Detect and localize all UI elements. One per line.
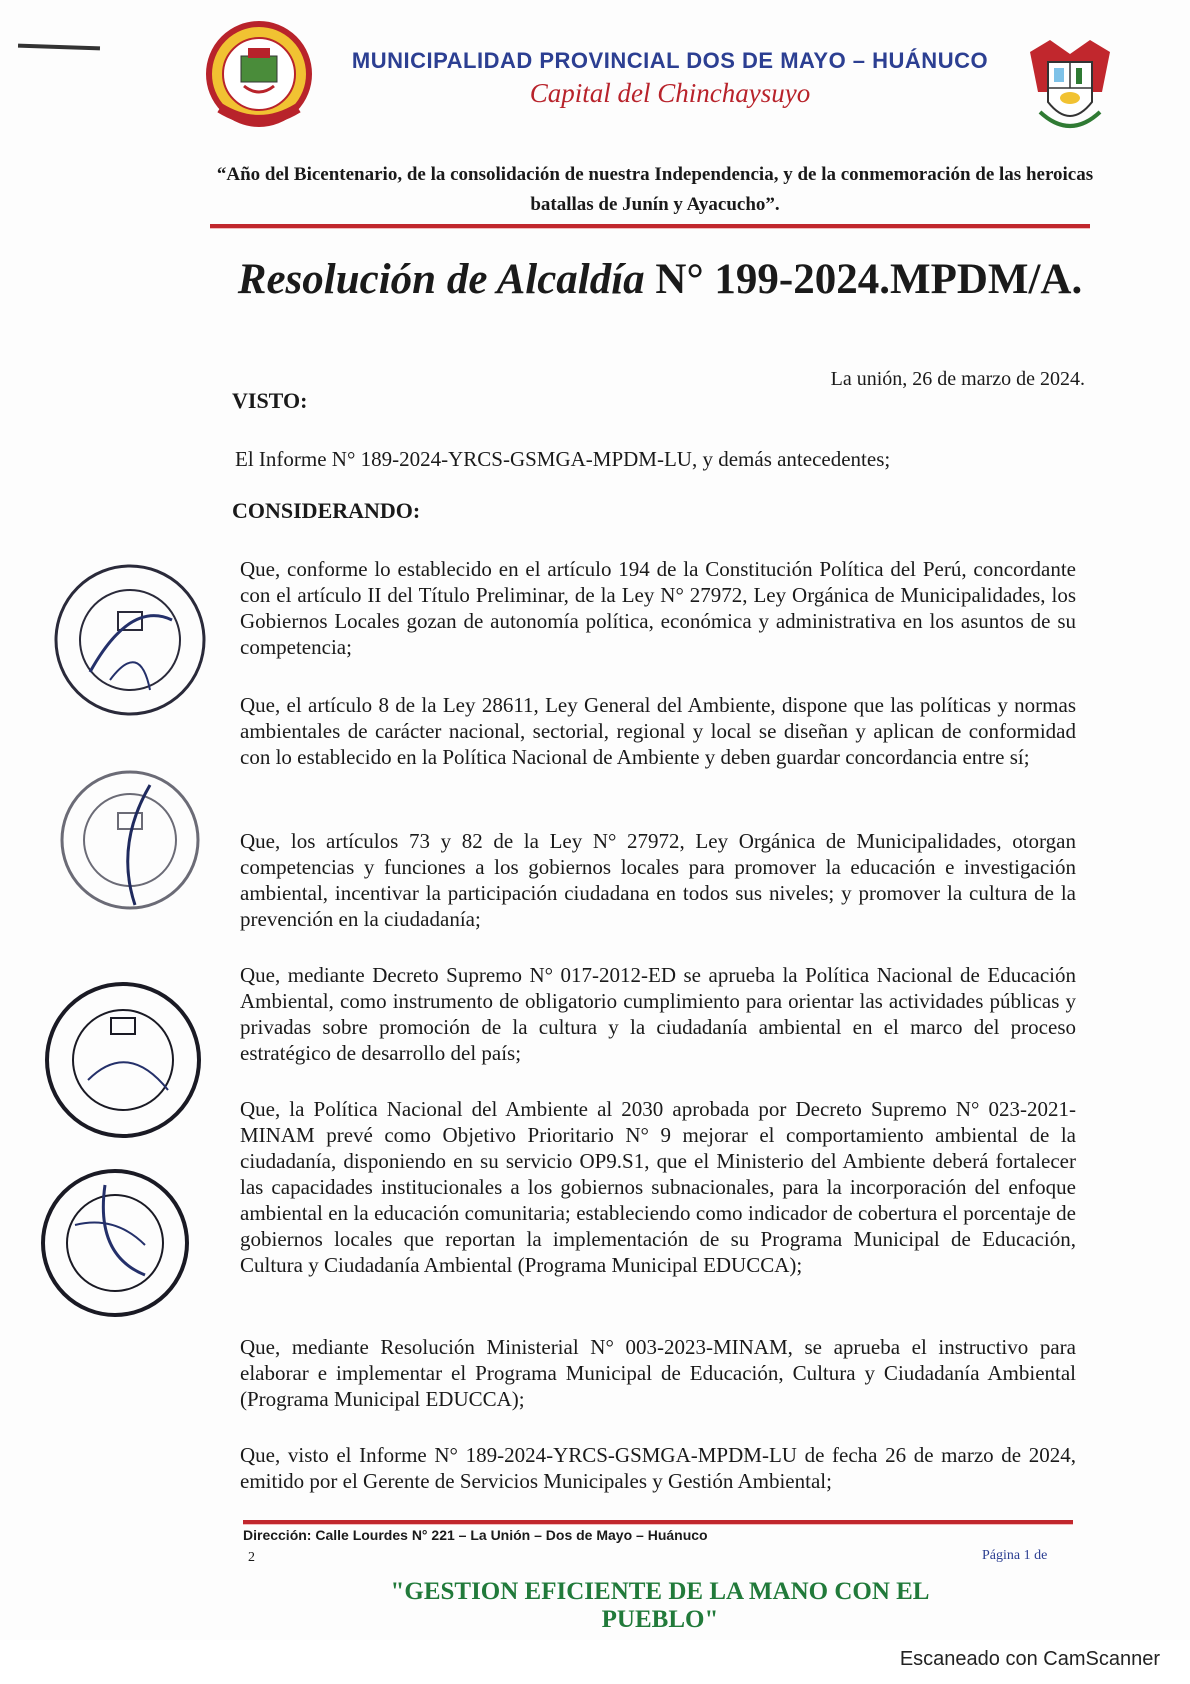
considerando-paragraph: Que, conforme lo establecido en el artículo 194 de la Constitución Política del Perú, concordante con el artículo II del Título Preliminar, de la Ley N° 27972, Ley Orgánica de Municipalidades, los Gobiernos Locales gozan de autonomía política, económica y administrativa en los asuntos de su competencia; <box>240 557 1076 659</box>
gerencia-servicios-stamp <box>35 1165 195 1320</box>
resolution-title <box>225 255 1095 304</box>
considerando-paragraph: Que, mediante Resolución Ministerial N° 003-2023-MINAM, se aprueba el instructivo para elaborar e implementar el Programa Municipal de Educación, Cultura y Ciudadanía Ambiental (Programa Municipal EDUCCA); <box>240 1335 1076 1411</box>
visto-text: El Informe N° 189-2024-YRCS-GSMGA-MPDM-LU, y demás antecedentes; <box>235 447 891 471</box>
considerando-paragraph: Que, el artículo 8 de la Ley 28611, Ley General del Ambiente, dispone que las políticas y normas ambientales de carácter nacional, sectorial, regional y local se diseñan y aplican de conformidad con lo establecido en la Política Nacional de Ambiente y deben guardar concordancia entre sí; <box>240 693 1076 769</box>
considerando-paragraph: Que, visto el Informe N° 189-2024-YRCS-GSMGA-MPDM-LU de fecha 26 de marzo de 2024, emitido por el Gerente de Servicios Municipales y Gestión Ambiental; <box>240 1443 1076 1493</box>
footer-rule <box>243 1520 1073 1525</box>
municipal-logo <box>200 20 318 128</box>
municipality-name: MUNICIPALIDAD PROVINCIAL DOS DE MAYO – HUÁNUCO <box>351 48 989 73</box>
scan-mark <box>18 44 100 51</box>
municipality-motto: Capital del Chinchaysuyo <box>529 78 811 108</box>
footer-motto: "GESTION EFICIENTE DE LA MANO CON EL PUEBLO" <box>390 1578 930 1633</box>
visto-label: VISTO: <box>232 388 308 413</box>
considerando-paragraph: Que, la Política Nacional del Ambiente al 2030 aprobada por Decreto Supremo N° 023-2021-MINAM prevé como Objetivo Prioritario N° 9 mejorar el comportamiento ambiental de la ciudadanía, disponiendo en su servicio OP9.S1, que el Ministerio del Ambiente deberá fortalecer las capacidades institucionales a los gobiernos subnacionales, para la incorporación del enfoque ambiental en la educación comunitaria; estableciendo como indicador de cobertura el porcentaje de gobiernos locales que reportan la implementación de su Programa Municipal de Educación, Cultura y Ciudadanía Ambiental (Programa Municipal EDUCCA); <box>240 1097 1076 1277</box>
considerando-paragraph: Que, los artículos 73 y 82 de la Ley N° 27972, Ley Orgánica de Municipalidades, otorgan competencias y funciones a los gobiernos locales para promover la educación e investigación ambiental, incentivar la participación ciudadana en todos sus niveles; y promover la cultura de la prevención en la ciudadanía; <box>240 829 1076 931</box>
page-label: Página 1 de <box>982 1548 1048 1563</box>
gerencia-municipal-stamp <box>55 765 205 915</box>
camscanner-watermark: Escaneado con CamScanner <box>899 1648 1160 1670</box>
footer-address: Dirección: Calle Lourdes N° 221 – La Unión – Dos de Mayo – Huánuco <box>243 1527 708 1543</box>
year-designation: “Año del Bicentenario, de la consolidación de nuestra Independencia, y de la conmemoración de las heroicas batallas de Junín y Ayacucho”. <box>216 164 1094 215</box>
header-rule <box>210 224 1090 229</box>
page-number: 2 <box>248 1550 255 1565</box>
considerando-label: CONSIDERANDO: <box>232 498 421 523</box>
oficina-general-stamp <box>38 980 208 1140</box>
resolution-date: La unión, 26 de marzo de 2024. <box>830 368 1085 390</box>
resolution-title-text: Resolución de Alcaldía <box>237 256 645 303</box>
considerando-paragraph: Que, mediante Decreto Supremo N° 017-2012-ED se aprueba la Política Nacional de Educación Ambiental, como instrumento de obligatorio cumplimiento para orientar las actividades públicas y privadas sobre promoción de la cultura y la ciudadanía ambiental en el marco del proceso estratégico de desarrollo del país; <box>240 963 1076 1065</box>
peru-coat-of-arms <box>1020 32 1120 142</box>
alcaldia-stamp <box>50 560 210 720</box>
resolution-number: N° 199-2024.MPDM/A. <box>655 256 1083 303</box>
